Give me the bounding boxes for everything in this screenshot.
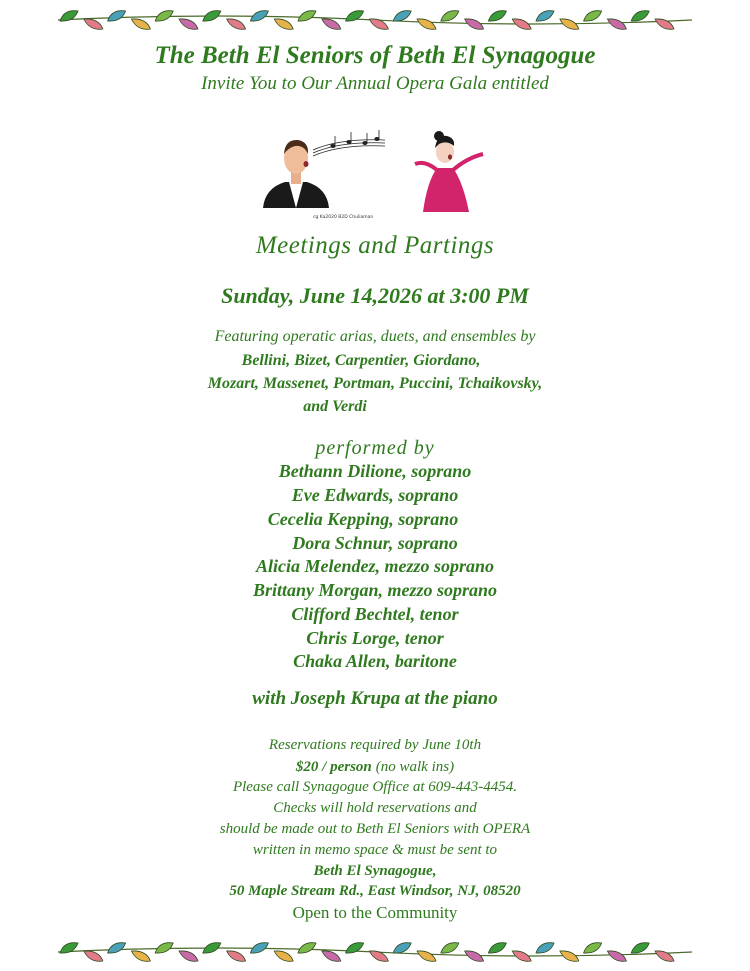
leaf-ornament: [203, 11, 221, 21]
leaf-ornament: [488, 11, 506, 21]
performer-item: Chris Lorge, tenor: [306, 628, 444, 648]
leaf-ornament: [131, 951, 150, 961]
performer-item: Dora Schnur, soprano: [292, 533, 458, 553]
performer-item: Cecelia Kepping, soprano: [267, 509, 459, 529]
leaf-ornament: [227, 951, 246, 961]
leaf-ornament: [155, 943, 173, 953]
soprano-figure: [415, 131, 483, 212]
leaf-ornament: [393, 943, 411, 953]
leaf-ornament: [179, 951, 198, 961]
reservation-deadline: Reservations required by June 10th: [268, 737, 482, 753]
music-notes: [313, 130, 385, 156]
leaf-ornament: [108, 943, 126, 953]
leaf-ornament: [536, 943, 554, 953]
leaf-ornament: [631, 943, 649, 953]
leaf-ornament: [108, 11, 126, 21]
leaf-ornament: [250, 11, 268, 21]
composer-line: and Verdi: [303, 398, 367, 415]
invitation-title: The Beth El Seniors of Beth El Synagogue: [154, 42, 596, 69]
address-name: Beth El Synagogue,: [313, 863, 437, 879]
leaf-ornament: [488, 943, 506, 953]
leaf-ornament: [84, 19, 103, 29]
composer-line: Mozart, Massenet, Portman, Puccini, Tchaikovsky,: [207, 375, 543, 392]
leaf-ornament: [536, 11, 554, 21]
performer-item: Alicia Melendez, mezzo soprano: [255, 556, 494, 576]
accompanist-line: with Joseph Krupa at the piano: [252, 688, 498, 709]
leaf-ornament: [227, 19, 246, 29]
checks-line: should be made out to Beth El Seniors with OPERA: [219, 821, 531, 837]
checks-line: written in memo space & must be sent to: [252, 842, 498, 858]
open-to-community: Open to the Community: [292, 903, 458, 922]
leaf-ornament: [465, 19, 484, 29]
leaf-border-bottom: [58, 940, 692, 964]
opera-singers-illustration: [255, 130, 495, 220]
checks-line: Checks will hold reservations and: [273, 800, 477, 816]
show-title: Meetings and Partings: [255, 232, 495, 259]
leaf-ornament: [441, 11, 459, 21]
leaf-ornament: [84, 951, 103, 961]
leaf-ornament: [322, 951, 341, 961]
leaf-ornament: [417, 951, 436, 961]
leaf-ornament: [441, 943, 459, 953]
leaf-ornament: [631, 11, 649, 21]
leaf-ornament: [298, 11, 316, 21]
leaf-ornament: [584, 11, 602, 21]
leaf-ornament: [179, 19, 198, 29]
leaf-ornament: [203, 943, 221, 953]
performer-item: Clifford Bechtel, tenor: [291, 604, 459, 624]
leaf-ornament: [584, 943, 602, 953]
phone-line: Please call Synagogue Office at 609-443-4454.: [232, 779, 518, 795]
address-street: 50 Maple Stream Rd., East Windsor, NJ, 08520: [229, 883, 521, 899]
leaf-ornament: [250, 943, 268, 953]
leaf-ornament: [274, 951, 293, 961]
invitation-subtitle: Invite You to Our Annual Opera Gala entitled: [201, 73, 549, 94]
ticket-price: $20 / person: [295, 759, 372, 775]
performed-by-heading: performed by: [315, 437, 435, 459]
composer-line: Bellini, Bizet, Carpentier, Giordano,: [241, 352, 481, 369]
performer-item: Eve Edwards, soprano: [291, 485, 459, 505]
illustration-credit: cg Ka2020 B2D Chuliaman: [313, 215, 374, 220]
leaf-ornament: [274, 19, 293, 29]
program-intro: Featuring operatic arias, duets, and ensembles by: [214, 328, 536, 345]
leaf-ornament: [465, 951, 484, 961]
leaf-ornament: [417, 19, 436, 29]
leaf-ornament: [393, 11, 411, 21]
performer-item: Bethann Dilione, soprano: [278, 461, 472, 481]
leaf-ornament: [131, 19, 150, 29]
leaf-ornament: [322, 19, 341, 29]
leaf-ornament: [298, 943, 316, 953]
event-datetime: Sunday, June 14,2026 at 3:00 PM: [221, 283, 529, 308]
performer-item: Chaka Allen, baritone: [293, 651, 457, 671]
leaf-ornament: [155, 11, 173, 21]
leaf-ornament: [607, 19, 626, 29]
price-line: [0, 758, 750, 776]
performer-item: Brittany Morgan, mezzo soprano: [252, 580, 498, 600]
leaf-ornament: [607, 951, 626, 961]
price-note: (no walk ins): [375, 759, 455, 775]
leaf-border-top: [58, 8, 692, 32]
